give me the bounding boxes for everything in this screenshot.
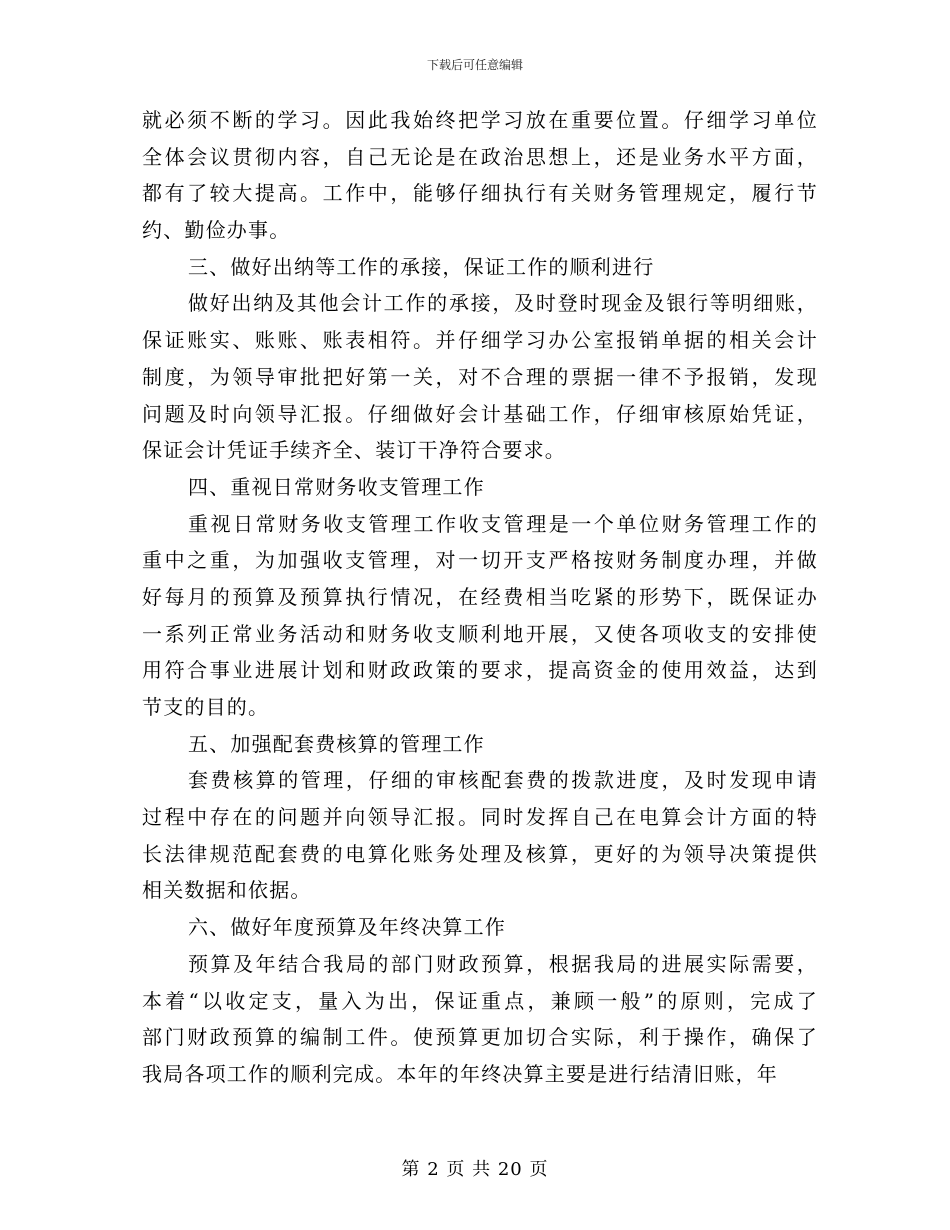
text-line: 相关数据和依据。: [142, 878, 312, 903]
text-line: 预算及年结合我局的部门财政预算，根据我局的进展实际需要，: [188, 951, 818, 976]
text-line: 四、重视日常财务收支管理工作: [188, 474, 485, 499]
text-line: 都有了较大提高。工作中，能够仔细执行有关财务管理规定，履行节: [142, 181, 818, 206]
page-header: 下载后可任意编辑: [426, 58, 523, 72]
text-line: 做好出纳及其他会计工作的承接，及时登时现金及银行等明细账，: [188, 291, 818, 316]
text-line: 用符合事业进展计划和财政政策的要求，提高资金的使用效益，达到: [142, 658, 818, 683]
text-line: 重中之重，为加强收支管理，对一切开支严格按财务制度办理，并做: [142, 548, 818, 573]
text-line: 三、做好出纳等工作的承接，保证工作的顺利进行: [188, 254, 655, 279]
paragraph: [142, 506, 818, 726]
paragraph: [142, 762, 818, 909]
paragraph: [142, 102, 818, 249]
text-line: 本着“以收定支，量入为出，保证重点，兼顾一般”的原则，完成了: [142, 988, 818, 1013]
text-line: 节支的目的。: [142, 695, 270, 719]
text-line: 套费核算的管理，仔细的审核配套费的拨款进度，及时发现申请: [188, 768, 818, 793]
paragraph: [142, 726, 818, 763]
paragraph: [142, 285, 818, 468]
text-line: 就必须不断的学习。因此我始终把学习放在重要位置。仔细学习单位: [142, 108, 818, 132]
paragraph: [142, 249, 818, 286]
text-line: 保证账实、账账、账表相符。并仔细学习办公室报销单据的相关会计: [142, 328, 818, 353]
paragraph: [142, 469, 818, 506]
text-line: 制度，为领导审批把好第一关，对不合理的票据一律不予报销，发现: [142, 364, 818, 389]
text-line: 过程中存在的问题并向领导汇报。同时发挥自己在电算会计方面的特: [142, 805, 818, 830]
text-line: 保证会计凭证手续齐全、装订干净符合要求。: [142, 438, 566, 463]
text-line: 约、勤俭办事。: [142, 218, 291, 243]
text-line: 长法律规范配套费的电算化账务处理及核算，更好的为领导决策提供: [142, 841, 818, 866]
text-line: 六、做好年度预算及年终决算工作: [188, 915, 506, 940]
text-line: 五、加强配套费核算的管理工作: [188, 731, 485, 756]
paragraph: [142, 909, 818, 946]
page-footer: 第 2 页 共 20 页: [401, 1159, 549, 1180]
text-line: 好每月的预算及预算执行情况，在经费相当吃紧的形势下，既保证办: [142, 584, 818, 609]
text-line: 问题及时向领导汇报。仔细做好会计基础工作，仔细审核原始凭证，: [142, 401, 818, 426]
text-line: 一系列正常业务活动和财务收支顺利地开展，又使各项收支的安排使: [142, 621, 818, 646]
text-line: 我局各项工作的顺利完成。本年的年终决算主要是进行结清旧账，年: [142, 1061, 778, 1086]
document-body: [142, 102, 818, 1093]
text-line: 全体会议贯彻内容，自己无论是在政治思想上，还是业务水平方面，: [142, 144, 818, 169]
text-line: 重视日常财务收支管理工作收支管理是一个单位财务管理工作的: [188, 511, 818, 536]
text-line: 部门财政预算的编制工件。使预算更加切合实际，利于操作，确保了: [142, 1025, 818, 1050]
paragraph: [142, 946, 818, 1093]
